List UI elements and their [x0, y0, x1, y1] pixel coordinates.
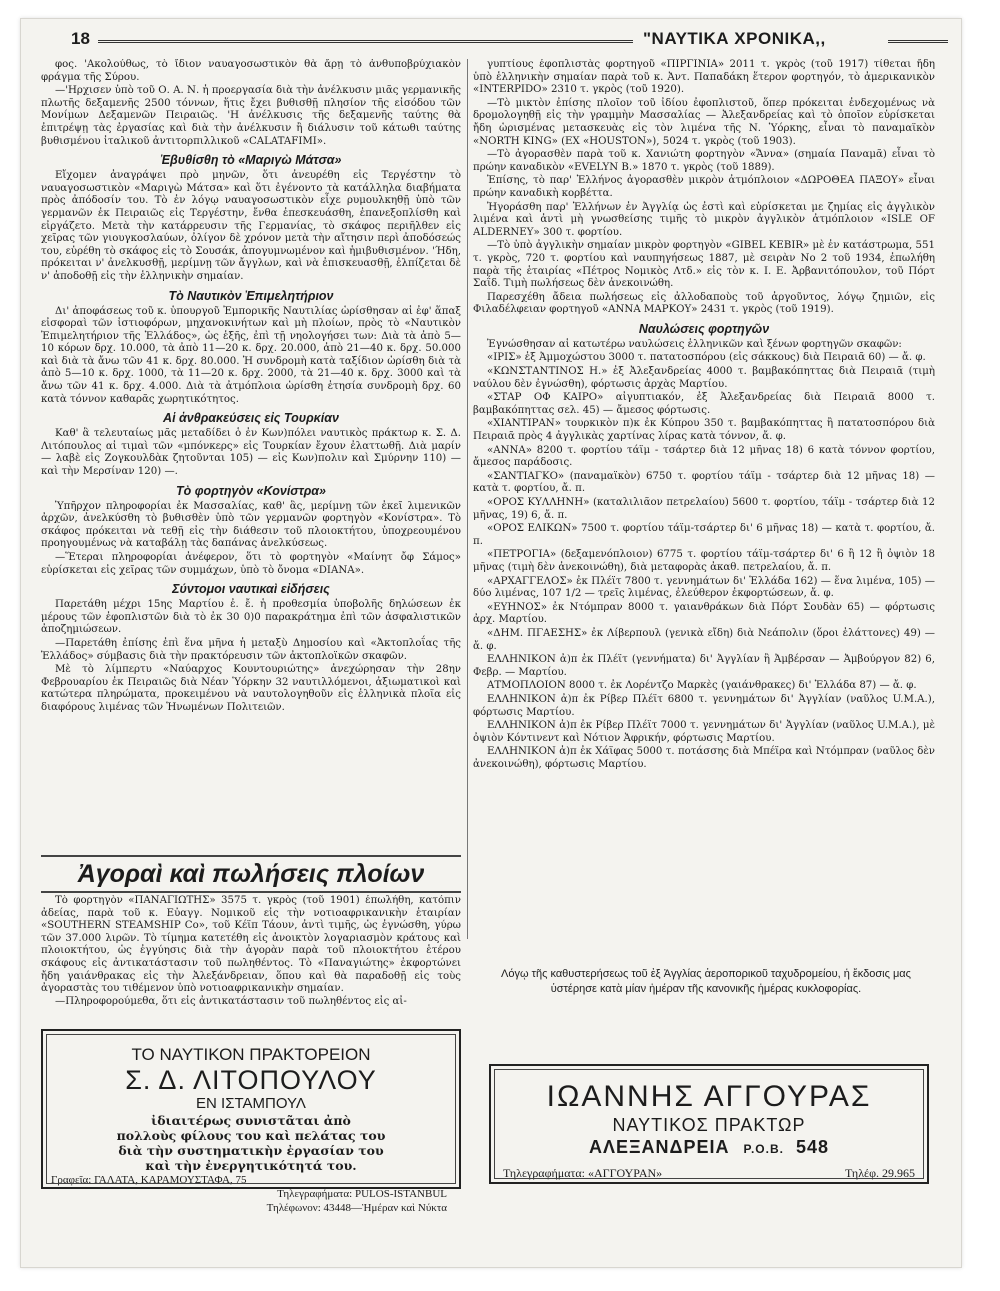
section-heading: Τὸ Ναυτικὸν Ἐπιμελητήριον — [168, 288, 334, 303]
header-rule-right — [888, 40, 948, 43]
article-paragraph: —Τὸ μικτὸν ἐπίσης πλοῖον τοῦ ἰδίου ἐφοπλιστοῦ, ὅπερ πρόκειται ἐνδεχομένως νὰ δρομολογηθῇ εἰς τὴν γραμμὴν Μασσαλίας — Ἀλεξανδρείας καὶ τὸ ὁποῖον εὑρίσκεται ἤδη ὡρισμένας μετασκευὰς εἰς τὸν λιμένα τῆς Ν. Ὑόρκης, εἶναι τὸ παναμαϊκὸν «NORTH KING» (ΕΧ «HOUSTON»), 5024 τ. γκρὸς (τοῦ 1903). — [473, 97, 935, 147]
ad-pob: 548 — [796, 1137, 830, 1157]
ad-company-name: ΙΩΑΝΝΗΣ ΑΓΓΟΥΡΑΣ — [546, 1080, 872, 1113]
charter-item: «ΙΡΙΣ» ἐξ Ἀμμοχώστου 3000 τ. πατατοσπόρου (εἰς σάκκους) διὰ Πειραιᾶ 60) — ἄ. φ. — [487, 352, 926, 364]
litopoulos-agency-ad — [41, 1029, 461, 1214]
charter-item: ΕΛΛΗΝΙΚΟΝ ἀ)π ἐκ Χάϊφας 5000 τ. ποτάσσης διὰ Μπέϊρα καὶ Ντόμπραν (ναῦλος δὲν ἀνεκοινώθη), φόρτωσις Μαρτίου. — [473, 746, 935, 770]
ship-sales-heading: Ἀγοραὶ καὶ πωλήσεις πλοίων — [41, 855, 461, 893]
section-heading: Ἐβυθίσθη τὸ «Μαριγὼ Μάτσα» — [160, 153, 342, 168]
ad-city: ΑΛΕΞΑΝΔΡΕΙΑ — [588, 1137, 730, 1157]
charter-item: ΕΛΛΗΝΙΚΟΝ ἀ)π ἐκ Ρίβερ Πλέϊτ 7000 τ. γεννημάτων δι' Ἀγγλίαν (ναῦλος U.M.A.), μὲ ὀψιὸν Κόντινεντ καὶ Νότιον Ἀφρικήν, φόρτωσις Μαρτίου. — [473, 720, 935, 744]
charter-item: «ΑΡΧΑΓΓΕΛΟΣ» ἐκ Πλέϊτ 7800 τ. γεννημάτων δι' Ἑλλάδα 162) — ἕνα λιμένα, 105) — δύο λιμένας, 107 1/2 — τρεῖς λιμένας, ἐλεύθερον ἐκφορτώσεων, ἄ. φ. — [473, 575, 935, 600]
right-column — [473, 59, 935, 939]
charter-item: «ΣΑΝΤΙΑΓΚΟ» (παναμαϊκὸν) 6750 τ. φορτίου τάϊμ - τσάρτερ διὰ 12 μῆνας 18) — κατὰ τ. φορτίου, ἄ. π. — [473, 470, 935, 495]
charter-item: «ΠΕΤΡΟΓΙΑ» (δεξαμενόπλοιον) 6775 τ. φορτίου τάϊμ-τσάρτερ δι' 6 ἢ 12 ἢ ὀψιὸν 18 μῆνας (τιμὴ δὲν ἀνεκοινώθη), διὰ μεταφορὰς ἀκαθ. πετρελαίου, ἄ. π. — [473, 549, 935, 573]
article-paragraph: Ἐπίσης, τὸ παρ' Ἑλλήνος ἀγορασθὲν μικρὸν ἀτμόπλοιον «ΔΩΡΟΘΕΑ ΠΑΞΟΥ» εἶναι πρώην καναδικὴ κορβέττα. — [473, 175, 935, 199]
ad-line: ΕΝ ΙΣΤΑΜΠΟΥΛ — [196, 1095, 306, 1112]
charter-item: «ΟΡΟΣ ΕΛΙΚΩΝ» 7500 τ. φορτίου τάϊμ-τσάρτερ δι' 6 μῆνας 18) — κατὰ τ. φορτίου, ἄ. π. — [473, 523, 935, 547]
newspaper-page — [20, 18, 962, 1268]
ad-role: ΝΑΥΤΙΚΟΣ ΠΡΑΚΤΩΡ — [612, 1115, 806, 1135]
header-rule-left — [98, 40, 633, 43]
column-divider — [467, 59, 468, 939]
article-paragraph: —Ἕτεραι πληροφορίαι ἀνέφερον, ὅτι τὸ φορτηγὸν «Μαίνητ ὄφ Σάμος» εὑρίσκεται εἰς χεῖρας τῶν συμμάχων, ὑπὸ τὸ ὄνομα «DIANA». — [41, 552, 461, 576]
article-paragraph: —Πληροφορούμεθα, ὅτι εἰς ἀντικατάστασιν τοῦ πωληθέντος εἰς αἰ- — [55, 995, 407, 1007]
charter-item: «ΔΗΜ. ΠΓΑΕΣΗΣ» ἐκ Λίβερπουλ (γενικὰ εἴδη) διὰ Νεάπολιν (ὅροι ἐλάττονες) 49) — ἄ. φ. — [473, 627, 935, 652]
article-paragraph: Παρεσχέθη ἄδεια πωλήσεως εἰς ἀλλοδαποὺς τοῦ ἀργοῦντος, λόγῳ ζημιῶν, εἰς Φιλαδέλφειαν φορτηγοῦ «ΑΝΝΑ ΜΑΡΚΟΥ» 2431 τ. γκρὸς (τοῦ 1919). — [473, 291, 935, 316]
section-heading: Ναυλώσεις φορτηγῶν — [638, 321, 770, 336]
charter-item: «ΑΝΝΑ» 8200 τ. φορτίου τάϊμ - τσάρτερ διὰ 12 μῆνας 18) 6 κατὰ τόννον φορτίου, ἄμεσος παράδοσις. — [473, 444, 935, 469]
charter-item: «ΚΩΝΣΤΑΝΤΙΝΟΣ Η.» ἐξ Ἀλεξανδρείας 4000 τ. βαμβακόπηττας διὰ Πειραιᾶ (τιμὴ ναύλου δὲν ἐγνώσθη), φόρτωσις ἀρχὰς Μαρτίου. — [473, 366, 935, 390]
ad-telegrams: Τηλεγραφήματα: «ΑΓΓΟΥΡΑΝ» — [503, 1166, 663, 1180]
delay-notice: Λόγῳ τῆς καθυστερήσεως τοῦ ἐξ Ἀγγλίας ἀεροπορικοῦ ταχυδρομείου, ἡ ἔκδοσις μας ὑστέρησε κατὰ μίαν ἡμέραν τῆς κανονικῆς ἡμέρας κυκλοφορίας. — [501, 968, 911, 995]
charter-item: «ΟΡΟΣ ΚΥΛΛΗΝΗ» (καταλιλιᾶον πετρελαίου) 5600 τ. φορτίου, τάϊμ - τσάρτερ διὰ 12 μῆνας, 19) 6, ἄ. π. — [473, 497, 935, 521]
article-paragraph: —Τὸ ἀγορασθὲν παρὰ τοῦ κ. Χανιώτη φορτηγὸν «Ἄννα» (σημαία Παναμᾶ) εἶναι τὸ πρώην καναδικὸν «EVELYN B.» 1870 τ. γκρὸς (τοῦ 1889). — [473, 149, 935, 173]
charter-item: ΕΛΛΗΝΙΚΟΝ ἀ)π ἐκ Ρίβερ Πλέϊτ 6800 τ. γεννημάτων δι' Ἀγγλίαν (ναῦλος U.M.A.), φόρτωσις Μαρτίου. — [473, 693, 935, 718]
publication-title: "ΝΑΥΤΙΚΑ ΧΡΟΝΙΚΑ,, — [643, 29, 826, 48]
ship-sales-article — [41, 895, 461, 1020]
ad-phone: Τηλέφωνον: 43448—Ἡμέραν καὶ Νύκτα — [266, 1202, 447, 1214]
ad-line: πολλοὺς φίλους του καὶ πελάτας του — [116, 1128, 386, 1143]
article-paragraph: Μὲ τὸ λίμπερτυ «Ναύαρχος Κουντουριώτης» ἀνεχώρησαν τὴν 28ην Φεβρουαρίου ἐκ Πειραιῶς διὰ Νέαν Ὑόρκην 32 ναυτιλλόμενοι, ἀξιωματικοὶ καὶ κατώτερα πληρώματα, προκειμένου νὰ ναυτολογηθοῦν εἰς ἑλληνικὰ πλοῖα εἰς διαφόρους λιμένας τῶν Ἡνωμένων Πολιτειῶν. — [41, 664, 461, 713]
article-paragraph: Δι' ἀποφάσεως τοῦ κ. ὑπουργοῦ Ἐμπορικῆς Ναυτιλίας ὡρίσθησαν αἱ ἐφ' ἅπαξ εἰσφοραὶ τῶν ἱστιοφόρων, μηχανοκινήτων καὶ μὴ πλοίων, πρὸς τὸ «Ναυτικὸν Ἐπιμελητήριον τῆς Ἑλλάδος», ὡς ἑξῆς, ἐπὶ τῇ νηολογήσει των: Διὰ τὰ ἀπὸ 5—10 κόρων δρχ. 10.000, τὰ ἀπὸ 11—20 κ. δρχ. 20.000, ἀπὸ 21—40 κ. δρχ. 50.000 καὶ διὰ τὰ ἄνω τῶν 41 κ. δρχ. 80.000. Ἡ συνδρομὴ κατὰ ταξίδιον ὡρίσθη διὰ τὰ ἀπὸ 5—10 κ. δρχ. 1000, τὰ 11—20 κ. δρχ. 2000, τὰ 21—40 κ. δρχ. 3000 καὶ τὰ ἄνω τῶν 41 κ. δρχ. 4.000. Διὰ τὰ ἀτμόπλοια ὡρίσθη ἐτησία συνδρομὴ δρχ. 60 κατὰ τόννον καθαρᾶς χωρητικότητος. — [41, 305, 461, 405]
ad-line: ΤΟ ΝΑΥΤΙΚΟΝ ΠΡΑΚΤΟΡΕΙΟΝ — [131, 1045, 371, 1064]
article-paragraph: Ἐγνώσθησαν αἱ κατωτέρω ναυλώσεις ἑλληνικῶν καὶ ξένων φορτηγῶν σκαφῶν: — [487, 338, 902, 350]
aggouras-agency-ad — [489, 1064, 929, 1184]
charter-item: ΑΤΜΟΠΛΟΙΟΝ 8000 τ. ἐκ Λορέντζο Μαρκὲς (γαιάνθρακες) δι' Ἑλλάδα 87) — ἄ. φ. — [487, 680, 917, 692]
article-paragraph: —'Ηρχισεν ὑπὸ τοῦ Ο. Α. Ν. ἡ προεργασία διὰ τὴν ἀνέλκυσιν μιᾶς γερμανικῆς πλωτῆς δεξαμενῆς 2500 τόννων, ἥτις ἔχει βυθισθῇ πλησίον τῆς εἰσόδου τῶν Μονίμων Δεξαμενῶν Πειραιῶς. 'Η ἀνέλκυσις τῆς δεξαμενῆς ταύτης θὰ ἐπιτρέψῃ τὰς ἐργασίας καὶ διὰ τὴν ἀνέλκυσιν ἢ διάλυσιν τοῦ κάτωθι ταύτης βυθισμένου ἰταλικοῦ ἀντιτορπιλλικοῦ «CALATAFIMI». — [41, 85, 461, 147]
article-paragraph: —Τὸ ὑπὸ ἀγγλικὴν σημαίαν μικρὸν φορτηγὸν «GIBEL KEBIR» μὲ ἐν κατάστρωμα, 551 τ. γκρὸς, 720 τ. φορτίου καὶ ναυπηγήσεως 1887, μὲ σειρὰν Νο 2 τοῦ 1934, ἐπωλήθη παρὰ τῆς ἑταιρίας «Πέτρος Νομικὸς Λτδ.» εἰς τὸν κ. Ι. Ε. Ἀρβανιτόπουλον, τοῦ Πόρτ Σαΐδ. Τιμὴ πωλήσεως δὲν ἀνεκοινώθη. — [473, 240, 935, 290]
article-paragraph: Παρετάθη μέχρι 15ης Μαρτίου ἐ. ἔ. ἡ προθεσμία ὑποβολῆς δηλώσεων ἐκ μέρους τῶν ἐφοπλιστῶν διὰ τὸ ἐκ 30 0)0 παρακράτημα ἐπὶ τῶν ἀσφαλιστικῶν ἀποζημιώσεων. — [41, 599, 461, 636]
ad-line: καὶ τὴν ἐνεργητικότητά του. — [145, 1158, 357, 1173]
ad-phone: Τηλέφ. 29.965 — [845, 1166, 915, 1180]
article-paragraph: Καθ' ἃ τελευταίως μᾶς μεταδίδει ὁ ἐν Κων)πόλει ναυτικὸς πράκτωρ κ. Σ. Δ. Λιτόπουλος αἱ τιμαὶ τῶν «μπόνκερς» εἰς Τουρκίαν ἔχουν ἐλαττωθῇ. Διὰ μαρίν — λαβὲ εἰς Ζογκουλδὰκ ζητοῦνται 105) — εἰς Κων)πολιν καὶ Σμύρνην 110) — καὶ τὴν Μερσίναν 120) —. — [41, 428, 461, 478]
ad-line: ἰδιαιτέρως συνιστᾶται ἀπὸ — [151, 1113, 351, 1128]
article-paragraph: φος. 'Ακολούθως, τὸ ἴδιον ναυαγοσωστικὸν θὰ ἄρῃ τὸ ἀνθυποβρύχιακὸν φράγμα τῆς Σύρου. — [41, 59, 461, 83]
charter-item: «ΕΥΗΝΟΣ» ἐκ Ντόμπραν 8000 τ. γαιανθράκων διὰ Πόρτ Σουδὰν 65) — φόρτωσις ἀρχ. Μαρτίου. — [473, 601, 935, 626]
section-heading: Τὸ φορτηγὸν «Κονίστρα» — [176, 483, 326, 498]
charter-item: «ΣΤΑΡ ΟΦ ΚΑΙΡΟ» αἰγυπτιακόν, ἐξ Ἀλεξανδρείας διὰ Πειραιᾶ 8000 τ. βαμβακόπηττας σελ. 45) — ἄμεσος φόρτωσις. — [473, 392, 935, 416]
ad-contact-row — [491, 1166, 927, 1180]
ad-company-name: Σ. Δ. ΛΙΤΟΠΟΥΛΟΥ — [125, 1065, 377, 1095]
article-paragraph: Εἴχομεν ἀναγράψει πρὸ μηνῶν, ὅτι ἀνευρέθη εἰς Τεργέστην τὸ ναυαγοσωστικὸν «Μαριγὼ Μάτσα» καὶ ὅτι ἐγένοντο τὰ κατάλληλα διαβήματα πρὸς ἀπόδοσίν του. Τὸ ἐν λόγῳ ναυαγοσωστικὸν εἶχε ρυμουλκηθῇ ὑπὸ τῶν γερμανῶν ἐκ Πειραιῶς εἰς Τεργέστην, ἔνθα ἐπεσκευάσθη, ἐπανεξοπλίσθη καὶ εἰργάζετο. Μετὰ τὴν κατάρρευσιν τῆς Γερμανίας, τὸ σκάφος περιῆλθεν εἰς χεῖρας τῶν γιουγκοσλαύων, ὀλίγον δὲ χρόνον μετὰ τὴν αἴτησιν περὶ ἀποδόσεώς του, εὑρέθη τὸ σκάφος εἰς τὸ Σουσάκ, ἀπογυμνωμένον καὶ ἡμιβυθισμένον. 'Ήδη, πρόκειται ν' ἀνελκυσθῇ, μερίμνῃ τῶν ἄγγλων, καὶ νὰ ἐπισκευασθῇ, ἐλπίζεται δὲ ν' ἀποδοθῇ εἰς τὴν ἑλληνικὴν σημαίαν. — [41, 170, 461, 282]
page-header — [33, 27, 949, 57]
ad-pob-label: P.O.B. — [743, 1142, 784, 1156]
section-heading: Σύντομοι ναυτικαὶ εἰδήσεις — [172, 582, 330, 597]
article-paragraph: γυπτίους ἐφοπλιστὰς φορτηγοῦ «ΠΙΡΓΙΝΙΑ» 2011 τ. γκρὸς (τοῦ 1917) τίθεται ἤδη ὑπὸ ἑλληνικὴν σημαίαν παρὰ τοῦ κ. Ἀντ. Παπαδάκη ἕτερον φορτηγόν, τὸ ἀμερικανικὸν «INTERPIDO» 2310 τ. γκρὸς (τοῦ 1920). — [473, 59, 935, 96]
ad-address — [491, 1136, 927, 1160]
section-heading: Αἱ ἀνθρακεύσεις εἰς Τουρκίαν — [163, 411, 339, 426]
charter-item: «ΧΙΑΝΤΙΡΑΝ» τουρκικὸν π)κ ἐκ Κύπρου 350 τ. βαμβακόπηττας ἢ πατατοσπόρου διὰ Πειραιᾶ πρὸς 4 ἀγγλικὰς χαρτίνας λίρας κατὰ τόννον, ἄ. φ. — [473, 418, 935, 443]
ad-line: διὰ τὴν συστηματικὴν ἐργασίαν του — [118, 1143, 384, 1158]
article-paragraph: Ἠγοράσθη παρ' Ἑλλήνων ἐν Ἀγγλίᾳ ὡς ἐστὶ καὶ εὑρίσκεται με ζημίας εἰς ἀγγλικὸν λιμένα καὶ ἀντὶ μὴ γνωσθείσης τιμῆς τὸ μικρὸν ἀγγλικὸν ἀτμόπλοιον «ISLE OF ALDERNEY» 300 τ. φορτίου. — [473, 201, 935, 238]
article-paragraph: Ὑπῆρχον πληροφορίαι ἐκ Μασσαλίας, καθ' ἃς, μερίμνῃ τῶν ἐκεῖ λιμενικῶν ἀρχῶν, ἀνελκύσθη τὸ βυθισθὲν ὑπὸ τῶν γερμανῶν φορτηγὸν «Κονίστρα». Τὸ σκάφος πρόκειται νὰ τεθῇ εἰς τὴν διάθεσιν τοῦ πλοιοκτήτου, ὑποχρεουμένου προηγουμένως νὰ καταβάλῃ τὰς δαπάνας ἀνελκύσεως. — [41, 500, 461, 550]
page-number: 18 — [71, 29, 90, 48]
left-column — [41, 59, 461, 849]
charter-item: ΕΛΛΗΝΙΚΟΝ ἀ)π ἐκ Πλέϊτ (γεννήματα) δι' Ἀγγλίαν ἢ Ἀμβέρσαν — Ἀμβούργον 82) 6, Φεβρ. — Μαρτίου. — [473, 654, 935, 678]
ad-offices: Γραφεῖα: ΓΑΛΑΤΑ, ΚΑΡΑΜΟΥΣΤΑΦΑ, 75 — [51, 1174, 247, 1186]
ad-telegrams: Τηλεγραφήματα: PULOS-ISTANBUL — [277, 1188, 447, 1200]
article-paragraph: Τὸ φορτηγὸν «ΠΑΝΑΓΙΩΤΗΣ» 3575 τ. γκρὸς (τοῦ 1901) ἐπωλήθη, κατόπιν ἀδείας, παρὰ τοῦ κ. Εὐαγγ. Νομικοῦ εἰς τὴν νοτιοαφρικανικὴν ἑταιρίαν «SOUTHERN STEAMSHIP Co», τοῦ Κέϊπ Τάουν, ἀντὶ τιμῆς, ὡς ἐγνώσθη, γύρω τῶν 37.000 λιρῶν. Τὸ τίμημα κατετέθη εἰς ἀνοικτὸν λογαριασμὸν κράτους καὶ πλοιοκτήτου, ὡς ἐγγύησις διὰ τὴν ἀγορὰν παρὰ τοῦ πλοιοκτήτου ἑτέρου σκάφους εἰς ἀντικατάστασιν τοῦ πωληθέντος. Τὸ «Παναγιώτης» ἐκφορτώνει ἤδη γαιάνθρακας εἰς τὴν Ἀλεξάνδρειαν, ὅπου καὶ θὰ παραδοθῇ εἰς τοὺς ἀγοραστὰς του τιθέμενον ὑπὸ νοτιοαφρικανικὴν σημαίαν. — [41, 895, 461, 995]
article-paragraph: —Παρετάθη ἐπίσης ἐπὶ ἕνα μῆνα ἡ μεταξὺ Δημοσίου καὶ «Ἀκτοπλοΐας τῆς Ἑλλάδος» σύμβασις διὰ τὴν πρακτόρευσιν τῶν ἀκτοπλοϊκῶν σκαφῶν. — [41, 637, 461, 662]
